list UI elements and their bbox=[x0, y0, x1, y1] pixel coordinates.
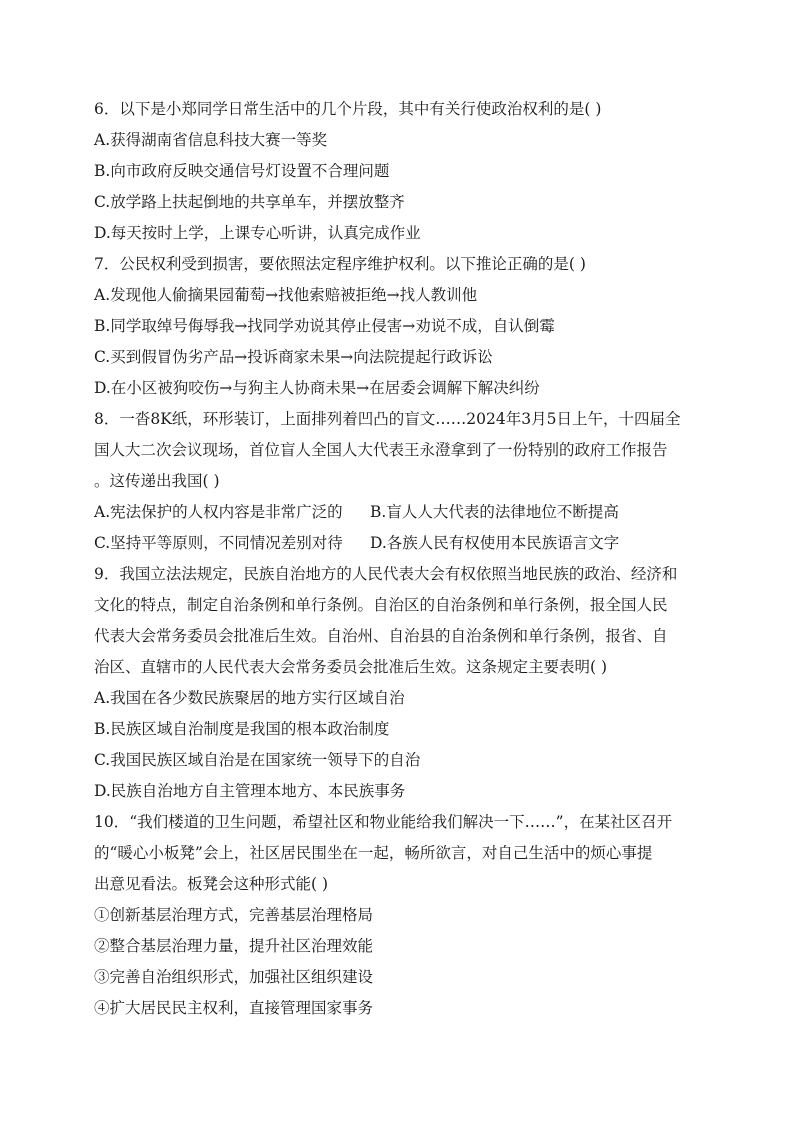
question-stem-line: 9．我国立法法规定，民族自治地方的人民代表大会有权依照当地民族的政治、经济和 bbox=[94, 565, 678, 583]
option-c: C.买到假冒伪劣产品→投诉商家未果→向法院提起行政诉讼 bbox=[94, 348, 493, 366]
option-a: A.发现他人偷摘果园葡萄→找他索赔被拒绝→找人教训他 bbox=[94, 286, 478, 304]
question-stem-line: 国人大二次会议现场，首位盲人全国人大代表王永澄拿到了一份特别的政府工作报告 bbox=[94, 441, 668, 459]
option-d: D.在小区被狗咬伤→与狗主人协商未果→在居委会调解下解决纠纷 bbox=[94, 379, 540, 397]
option-b: B.同学取绰号侮辱我→找同学劝说其停止侵害→劝说不成，自认倒霉 bbox=[94, 317, 555, 335]
statement-1: ①创新基层治理方式，完善基层治理格局 bbox=[94, 906, 374, 924]
option-b: B.向市政府反映交通信号灯设置不合理问题 bbox=[94, 162, 390, 180]
question-9 bbox=[94, 559, 704, 807]
question-stem-line: 文化的特点，制定自治条例和单行条例。自治区的自治条例和单行条例，报全国人民 bbox=[94, 596, 668, 614]
question-stem-line: 。这传递出我国( ) bbox=[94, 472, 220, 490]
statement-3: ③完善自治组织形式，加强社区组织建设 bbox=[94, 968, 374, 986]
question-stem-line: 的“暖心小板凳”会上，社区居民围坐在一起，畅所欲言，对自己生活中的烦心事提 bbox=[94, 844, 653, 862]
question-stem-line: 10．“我们楼道的卫生问题，希望社区和物业能给我们解决一下……”，在某社区召开 bbox=[94, 813, 673, 831]
exam-page bbox=[94, 94, 704, 1024]
option-c: C.放学路上扶起倒地的共享单车，并摆放整齐 bbox=[94, 193, 405, 211]
option-c: C.我国民族区域自治是在国家统一领导下的自治 bbox=[94, 751, 421, 769]
option-a: A.我国在各少数民族聚居的地方实行区域自治 bbox=[94, 689, 405, 707]
question-stem: 6．以下是小郑同学日常生活中的几个片段，其中有关行使政治权利的是( ) bbox=[94, 100, 602, 118]
option-d: D.民族自治地方自主管理本地方、本民族事务 bbox=[94, 782, 406, 800]
question-stem: 7．公民权利受到损害，要依照法定程序维护权利。以下推论正确的是( ) bbox=[94, 255, 586, 273]
option-b: B.盲人人大代表的法律地位不断提高 bbox=[370, 503, 619, 521]
question-stem-line: 8．一沓8K纸，环形装订，上面排列着凹凸的盲文……2024年3月5日上午，十四届全 bbox=[94, 410, 681, 428]
question-8 bbox=[94, 404, 704, 559]
statement-4: ④扩大居民民主权利，直接管理国家事务 bbox=[94, 999, 374, 1017]
question-stem-line: 代表大会常务委员会批准后生效。自治州、自治县的自治条例和单行条例，报省、自 bbox=[94, 627, 668, 645]
question-stem-line: 出意见看法。板凳会这种形式能( ) bbox=[94, 875, 329, 893]
option-row bbox=[94, 497, 704, 528]
option-a: A.获得湖南省信息科技大赛一等奖 bbox=[94, 131, 328, 149]
question-10 bbox=[94, 807, 704, 1024]
option-b: B.民族区域自治制度是我国的根本政治制度 bbox=[94, 720, 390, 738]
statement-2: ②整合基层治理力量，提升社区治理效能 bbox=[94, 937, 374, 955]
question-stem-line: 治区、直辖市的人民代表大会常务委员会批准后生效。这条规定主要表明( ) bbox=[94, 658, 608, 676]
option-d: D.各族人民有权使用本民族语言文字 bbox=[370, 534, 620, 552]
option-d: D.每天按时上学，上课专心听讲，认真完成作业 bbox=[94, 224, 421, 242]
option-c: C.坚持平等原则，不同情况差别对待 bbox=[94, 534, 343, 552]
option-row bbox=[94, 528, 704, 559]
question-6 bbox=[94, 94, 704, 249]
option-a: A.宪法保护的人权内容是非常广泛的 bbox=[94, 503, 343, 521]
question-7 bbox=[94, 249, 704, 404]
